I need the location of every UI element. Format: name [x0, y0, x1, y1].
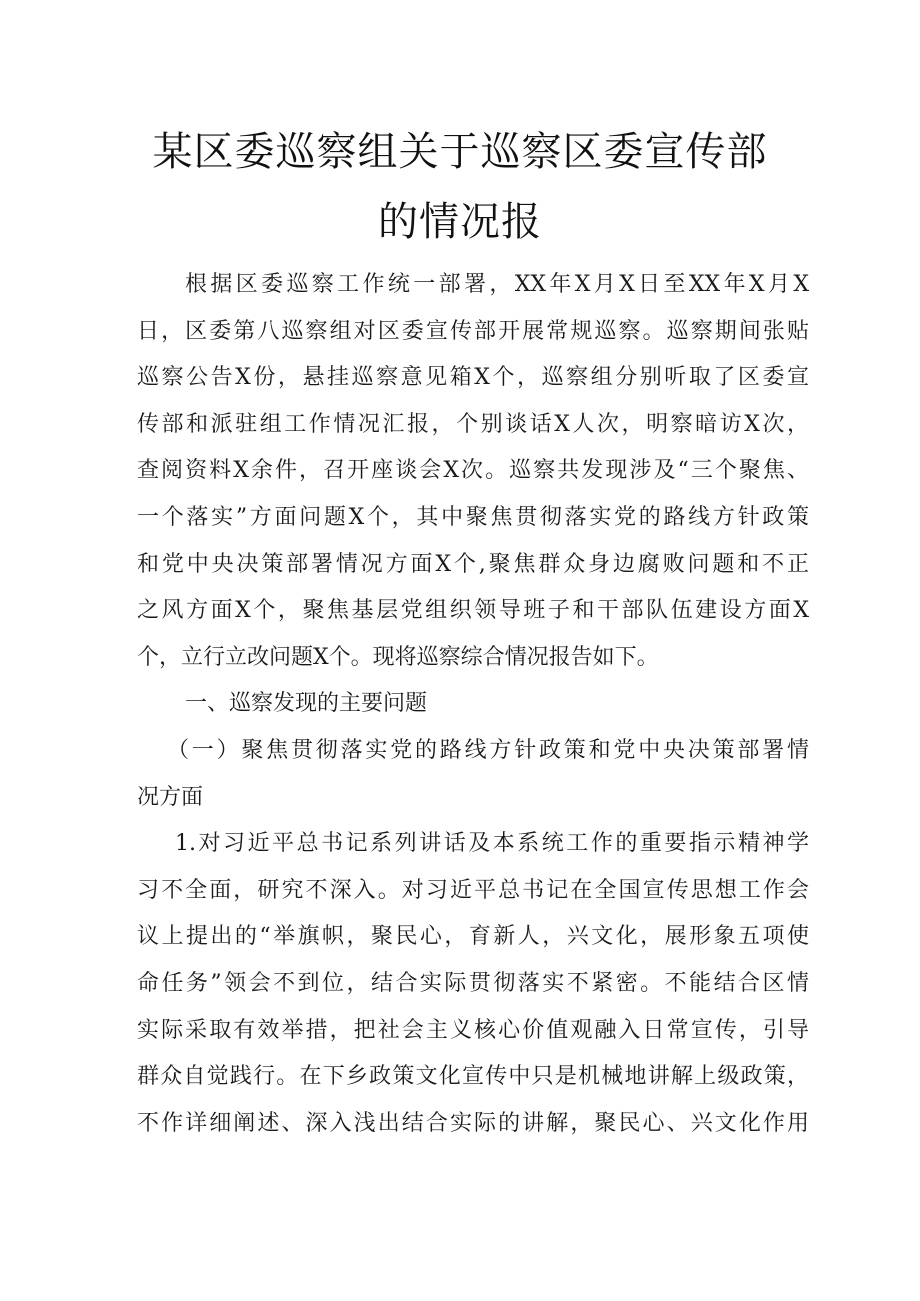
paragraph-line: 习不全面，研究不深入。对习近平总书记在全国宣传思想工作会 [137, 877, 809, 903]
paragraph-line: 日，区委第八巡察组对区委宣传部开展常规巡察。巡察期间张贴 [137, 318, 809, 344]
paragraph-line: 群众自觉践行。在下乡政策文化宣传中只是机械地讲解上级政策， [137, 1064, 809, 1090]
paragraph-line: 个，立行立改问题X个。现将巡察综合情况报告如下。 [137, 644, 659, 670]
subsection-heading-line: 况方面 [137, 784, 204, 810]
paragraph-line: 不作详细阐述、深入浅出结合实际的讲解，聚民心、兴文化作用 [137, 1110, 809, 1136]
paragraph-line: 和党中央决策部署情况方面X个,聚焦群众身边腐败问题和不正 [137, 551, 809, 577]
paragraph-line: 之风方面X个，聚焦基层党组织领导班子和干部队伍建设方面X [137, 598, 809, 624]
paragraph-line: 命任务”领会不到位，结合实际贯彻落实不紧密。不能结合区情 [137, 970, 809, 996]
paragraph-line: 查阅资料X余件，召开座谈会X次。巡察共发现涉及“三个聚焦、 [137, 458, 809, 484]
document-title-line-2: 的情况报 [378, 199, 542, 245]
paragraph-line: 传部和派驻组工作情况汇报，个别谈话X人次，明察暗访X次， [137, 411, 809, 437]
paragraph-line: 巡察公告X份，悬挂巡察意见箱X个，巡察组分别听取了区委宣 [137, 365, 809, 391]
paragraph-line: 议上提出的“举旗帜，聚民心，育新人，兴文化，展形象五项使 [137, 924, 809, 950]
paragraph-line: 实际采取有效举措，把社会主义核心价值观融入日常宣传，引导 [137, 1017, 809, 1043]
section-heading: 一、巡察发现的主要问题 [185, 691, 428, 717]
paragraph-line: 根据区委巡察工作统一部署，XX年X月X日至XX年X月X [185, 272, 809, 297]
paragraph-line: 一个落实”方面问题X个，其中聚焦贯彻落实党的路线方针政策 [137, 504, 809, 530]
document-title-line-1: 某区委巡察组关于巡察区委宣传部 [152, 129, 768, 175]
paragraph-line: 1.对习近平总书记系列讲话及本系统工作的重要指示精神学 [175, 831, 809, 857]
document-body [137, 262, 809, 1147]
subsection-heading-line: （一）聚焦贯彻落实党的路线方针政策和党中央决策部署情 [167, 737, 809, 763]
